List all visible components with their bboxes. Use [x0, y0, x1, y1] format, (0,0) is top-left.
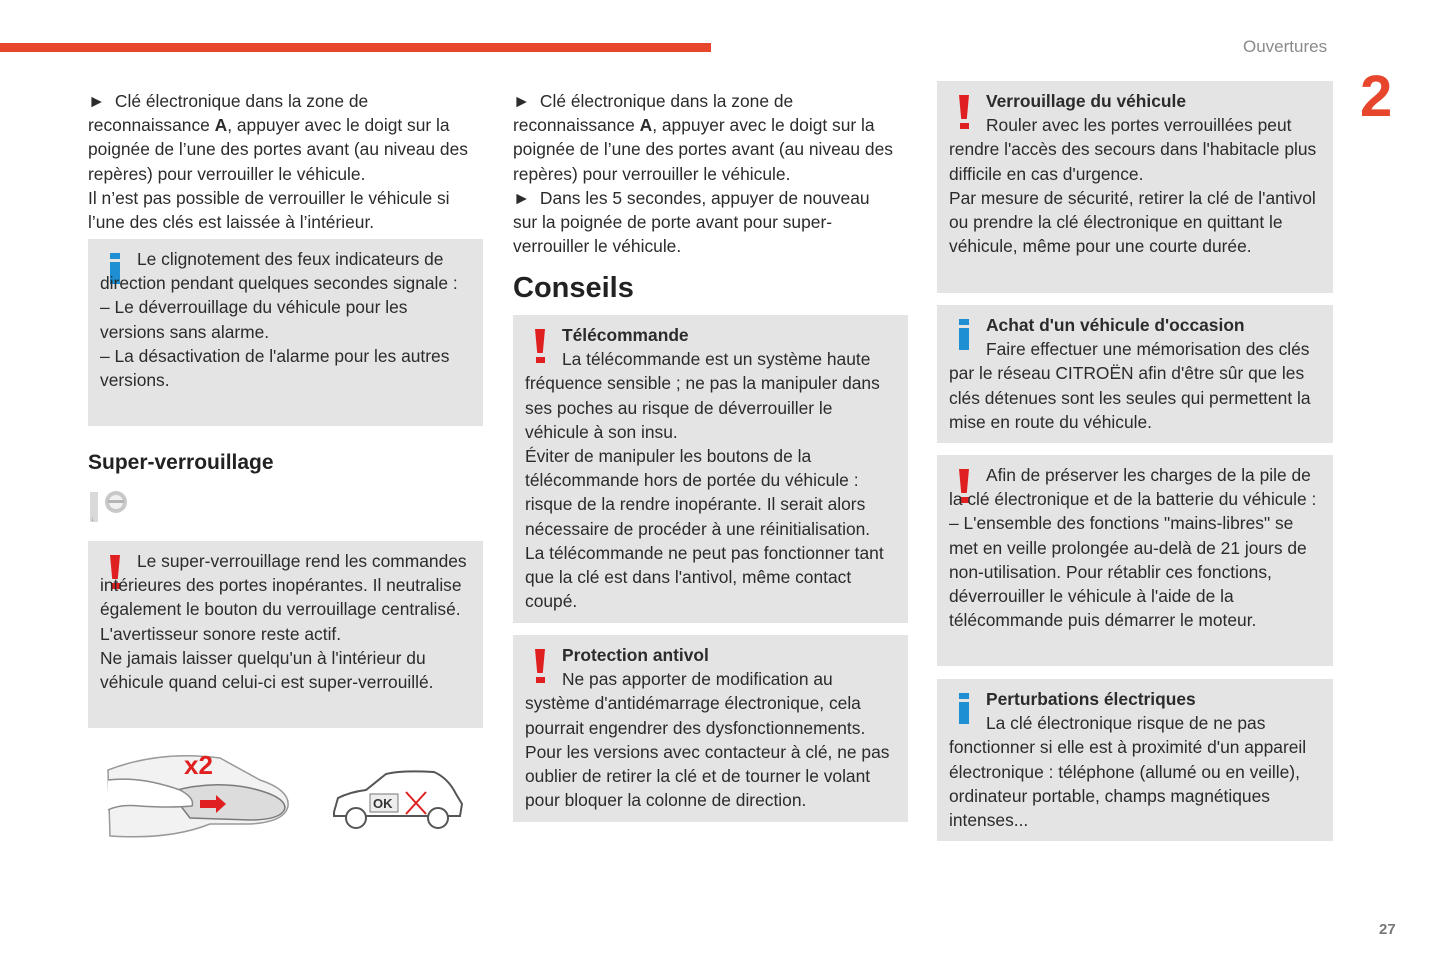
box-text: Pour les versions avec contacteur à clé, ne pas oublier de retirer la clé et de tourner le volant pour bloquer la colonne de direction.: [525, 741, 890, 811]
box-title: Perturbations électriques: [986, 689, 1196, 709]
col1-para2: Il n’est pas possible de verrouiller le véhicule si l’une des clés est laissée à l’intérieur.: [88, 187, 450, 233]
box-text: Ne pas apporter de modification au système d'antidémarrage électronique, cela pourrait engendrer des dysfonctionnements.: [525, 669, 866, 738]
col2-warning-box-antivol: [513, 635, 908, 822]
box-text: La télécommande est un système haute fréquence sensible ; ne pas la manipuler dans ses poches au risque de déverrouiller le véhicule à son insu.: [525, 349, 880, 442]
box-title: Verrouillage du véhicule: [986, 91, 1187, 111]
box-title: Télécommande: [562, 325, 689, 345]
col3-info-box-occasion: [937, 305, 1333, 443]
steering-wheel-lock-icon: [88, 489, 136, 525]
col1-intro: [88, 89, 473, 234]
car-illustration: [330, 768, 466, 832]
subheading-super-verrouillage: Super-verrouillage: [88, 451, 274, 474]
col3-warning-box-pile: [937, 455, 1333, 666]
box-text: Par mesure de sécurité, retirer la clé de l'antivol ou prendre la clé électronique en quittant le véhicule, même pour une courte durée.: [949, 187, 1316, 257]
box-text: La télécommande ne peut pas fonctionner tant que la clé est dans l'antivol, même contact coupé.: [525, 542, 884, 612]
box-text: Rouler avec les portes verrouillées peut rendre l'accès des secours dans l'habitacle plus difficile en cas d'urgence.: [949, 115, 1317, 184]
col1-info-box: [88, 239, 483, 426]
warning-box-text: Ne jamais laisser quelqu'un à l'intérieur du véhicule quand celui-ci est super-verrouillé.: [100, 647, 434, 693]
col2-para2: ► Dans les 5 secondes, appuyer de nouveau sur la poignée de porte avant pour super-verrouiller le véhicule.: [513, 187, 870, 257]
col2-para1: ► Clé électronique dans la zone de reconnaissance A, appuyer avec le doigt sur la poignée de l’une des portes avant (au niveau des repères) pour verrouiller le véhicule.: [513, 91, 893, 184]
x2-badge: x2: [184, 750, 213, 780]
chapter-number: 2: [1360, 64, 1393, 129]
section-title: Ouvertures: [1243, 37, 1328, 56]
col3-warning-box-verrouillage: [937, 81, 1333, 293]
box-text: – L'ensemble des fonctions "mains-libres" se met en veille prolongée au-delà de 21 jours de non-utilisation. Pour rétablir ces fonctions, déverrouiller le véhicule à l'aide de la télécommande puis démarrer le moteur.: [949, 513, 1307, 631]
header-accent-bar: [0, 43, 711, 52]
page-number: 27: [1379, 921, 1396, 938]
col1-para1: ► Clé électronique dans la zone de reconnaissance A, appuyer avec le doigt sur la poignée de l’une des portes avant (au niveau des repères) pour verrouiller le véhicule.: [88, 91, 468, 184]
ok-badge: OK: [373, 796, 393, 811]
box-text: Éviter de manipuler les boutons de la télécommande hors de portée du véhicule : risque de la rendre inopérante. Il serait alors nécessaire de procéder à une réinitialisation.: [525, 446, 871, 539]
warning-box-text: L'avertisseur sonore reste actif.: [100, 623, 342, 644]
door-handle-illustration: [100, 740, 300, 848]
box-text: Afin de préserver les charges de la pile de la clé électronique et de la batterie du véhicule :: [949, 465, 1317, 510]
arrow-bullet-icon: ►: [513, 187, 531, 208]
warning-box-text: Le super-verrouillage rend les commandes intérieures des portes inopérantes. Il neutralise également le bouton du verrouillage centralisé.: [100, 551, 467, 620]
col3-info-box-perturbations: [937, 679, 1333, 841]
arrow-bullet-icon: ►: [513, 91, 531, 111]
heading-conseils: Conseils: [513, 272, 634, 304]
info-box-item: – Le déverrouillage du véhicule pour les versions sans alarme.: [100, 297, 408, 342]
box-title: Achat d'un véhicule d'occasion: [986, 315, 1245, 335]
col2-intro: [513, 89, 898, 258]
svg-text:↓: ↓: [91, 516, 95, 523]
box-text: Faire effectuer une mémorisation des clés par le réseau CITROËN afin d'être sûr que les clés détenues sont les seules qui permettent la mise en route du véhicule.: [949, 339, 1311, 432]
box-title: Protection antivol: [562, 645, 709, 665]
box-text: La clé électronique risque de ne pas fonctionner si elle est à proximité d'un appareil électronique : téléphone (allumé ou en veille), ordinateur portable, champs magnétiques intenses...: [949, 713, 1307, 831]
col1-warning-box: [88, 541, 483, 728]
info-box-text: Le clignotement des feux indicateurs de direction pendant quelques secondes signale :: [100, 249, 458, 294]
arrow-bullet-icon: ►: [88, 91, 106, 111]
info-box-item: – La désactivation de l'alarme pour les autres versions.: [100, 345, 450, 391]
col2-warning-box-telecommande: [513, 315, 908, 623]
